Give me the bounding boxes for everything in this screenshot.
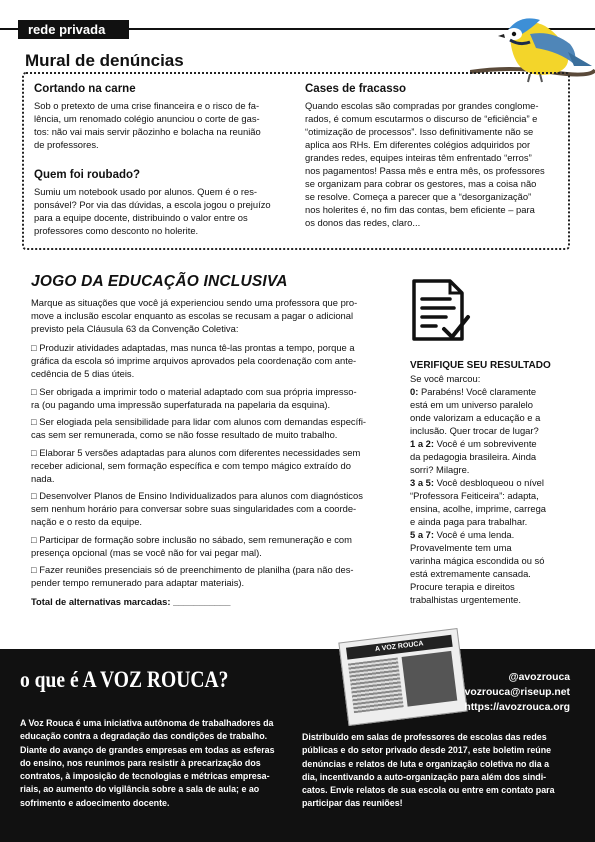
cortando-line: de professores.: [34, 139, 99, 150]
footer-distribution-line: denúncias e relatos de luta e organização coletiva no dia a: [302, 758, 550, 769]
game-item-line: cas sem ser remunerada, como se não fosse resultado de muito trabalho.: [31, 429, 338, 440]
game-item-line: □ Produzir atividades adaptadas, mas nunca tê-las prontas a tempo, porque a: [31, 342, 355, 353]
fracasso-line: Quando escolas são compradas por grandes conglome-: [305, 100, 539, 111]
results-title: VERIFIQUE SEU RESULTADO: [410, 360, 551, 371]
result-range: 5 a 7:: [410, 529, 434, 540]
footer-about-line: riais, ao aumento do vigilância sobre a sala de aula; e ao: [20, 784, 260, 795]
fracasso-line: se organizam para cobrar os gestores, mas a coisa não: [305, 178, 537, 189]
game-item-line: nada.: [31, 472, 55, 484]
footer-about-line: contratos, à imposição de tecnologias e métricas empresa-: [20, 771, 270, 782]
fracasso-title: Cases de fracasso: [305, 83, 407, 95]
roubado-section: [34, 169, 296, 237]
result-line: trabalhistas urgentemente.: [410, 594, 522, 605]
game-item[interactable]: [31, 489, 396, 528]
checklist-document-icon: [410, 277, 472, 343]
game-title: JOGO DA EDUCAÇÃO INCLUSIVA: [31, 273, 288, 290]
result-line: da pedagogia brasileira. Ainda: [410, 451, 537, 462]
game-item-line: □ Fazer reuniões presenciais só de preenchimento de planilha (para não des-: [31, 564, 354, 575]
game-item-line: gráfica da escola só imprime arquivos aprovados pela coordenação com ante-: [31, 355, 357, 366]
game-body: [31, 296, 396, 608]
instagram-link[interactable]: @avozrouca: [508, 672, 570, 683]
footer-about-line: educação contra a degradação das condições de trabalho.: [20, 731, 268, 742]
footer-about: [20, 717, 290, 810]
footer-about-line: Diante do avanço de grandes empresas em todas as esferas: [20, 744, 275, 755]
fracasso-line: nos holerites é, no fim das contas, bem eficiente – para: [305, 204, 535, 215]
roubado-line: professores como desconto no holerite.: [34, 225, 199, 236]
game-item-line: nação e o resto da equipe.: [31, 516, 143, 527]
roubado-line: Sumiu um notebook usado por alunos. Quem é o res-: [34, 186, 258, 197]
total-label[interactable]: Total de alternativas marcadas: ___________: [31, 596, 231, 607]
roubado-line: ponsável? Por via das dúvidas, a escola jogou o prejuízo: [34, 199, 271, 210]
result-line: Você desbloqueou o nível: [433, 477, 544, 488]
fracasso-line: se resolve. Começa a parecer que a “desorganização”: [305, 191, 532, 202]
game-item-line: receber adicional, sem formação específica e com tempo mágico extraído do: [31, 459, 351, 471]
footer-about-line: do ensino, nos reunimos para resistir à precarização dos: [20, 757, 261, 768]
contacts: [440, 670, 570, 715]
mural-title: Mural de denúncias: [25, 51, 184, 70]
website-link[interactable]: https://avozrouca.org: [464, 702, 570, 713]
footer-distribution-line: catos. Envie relatos de sua escola ou entre em contato para: [302, 785, 555, 796]
game-item[interactable]: [31, 533, 396, 559]
result-line: Procure terapia e direitos: [410, 581, 515, 592]
fracasso-line: grandes redes, equipes inteiras têm enfrentado “erros”: [305, 152, 532, 163]
cortando-line: tos: não vai mais servir pãozinho e bolacha na reunião: [34, 126, 261, 137]
fracasso-line: “otimização de processos”. Isso definitivamente não se: [305, 126, 534, 137]
newspaper-masthead: A VOZ ROUCA: [346, 635, 453, 660]
result-line: está extremamente cansada.: [410, 568, 531, 579]
result-line: Parabéns! Você claramente: [418, 386, 537, 397]
result-line: ensina, acolhe, imprime, carrega: [410, 503, 547, 514]
footer-about-line: sofrimento e adoecimento docente.: [20, 797, 170, 808]
game-item-line: □ Ser obrigada a imprimir todo o material adaptado com sua própria impresso-: [31, 385, 357, 397]
fracasso-line: rados, é comum escutarmos o discurso de “eficiência” e: [305, 113, 538, 124]
footer-distribution-line: dia, incentivando a auto-organização para além dos sindi-: [302, 771, 547, 782]
footer-distribution: [302, 731, 577, 811]
game-item-line: □ Ser elogiada pela sensibilidade para lidar com alunos com demandas específi-: [31, 416, 367, 427]
cortando-title: Cortando na carne: [34, 83, 136, 95]
footer-distribution-line: participar das reuniões!: [302, 798, 403, 809]
fracasso-line: aplica aos RHs. Em diferentes colégios adquiridos por: [305, 139, 531, 150]
game-item[interactable]: [31, 341, 396, 380]
result-line: Você é um sobrevivente: [433, 438, 537, 449]
roubado-title: Quem foi roubado?: [34, 169, 141, 181]
game-intro-line: move a inclusão escolar enquanto as escolas se recusam a pagar o adicional: [31, 310, 354, 321]
footer-title: o que é A VOZ ROUCA?: [20, 667, 229, 692]
game-item-line: pender tempo remunerado para adaptar materiais).: [31, 577, 245, 588]
game-item-line: □ Participar de formação sobre inclusão no sábado, sem remuneração e com: [31, 533, 352, 545]
cortando-section: [34, 83, 296, 151]
result-line: “Professora Feiticeira”: adapta,: [410, 490, 539, 501]
game-item[interactable]: [31, 415, 396, 441]
game-item[interactable]: [31, 563, 396, 589]
game-intro-line: previsto pela Cláusula 63 da Convenção Coletiva:: [31, 323, 239, 334]
game-item-line: □ Elaborar 5 versões adaptadas para alunos com diferentes necessidades sem: [31, 446, 361, 458]
result-range: 3 a 5:: [410, 477, 434, 488]
result-line: Você é uma lenda.: [433, 529, 515, 540]
result-range: 1 a 2:: [410, 438, 434, 449]
result-line: onde valorizam a educação e a: [410, 412, 541, 423]
game-item-line: □ Desenvolver Planos de Ensino Individualizados para alunos com diagnósticos: [31, 490, 363, 501]
footer-distribution-line: públicas e do setor privado desde 2017, este boletim reúne: [302, 745, 552, 756]
result-line: inclusão. Quer trocar de lugar?: [410, 425, 539, 436]
fracasso-line: nos pagamentos! Passa mês e entra mês, os professores: [305, 165, 545, 176]
results-panel: [410, 359, 580, 606]
section-tab: rede privada: [18, 20, 129, 39]
cortando-line: Sob o pretexto de uma crise financeira e o risco de fa-: [34, 100, 260, 111]
fracasso-line: os donos das redes, claro...: [305, 217, 421, 228]
footer-distribution-line: Distribuído em salas de professores de escolas das redes: [302, 732, 547, 742]
cortando-line: lência, um renomado colégio anunciou o corte de gas-: [34, 113, 260, 124]
game-intro-line: Marque as situações que você já experienciou sendo uma professora que pro-: [31, 297, 358, 308]
game-item-line: presença opcional (mas se você não for vai pegar mal).: [31, 546, 262, 558]
game-item[interactable]: [31, 385, 396, 411]
result-line: varinha mágica escondida ou só: [410, 555, 545, 566]
result-line: Provavelmente tem uma: [410, 542, 512, 553]
result-line: sorri? Milagre.: [410, 464, 470, 475]
game-item[interactable]: [31, 446, 396, 485]
game-item-line: cedência de 5 dias úteis.: [31, 368, 135, 379]
result-range: 0:: [410, 386, 419, 397]
email-link[interactable]: vozrouca@riseup.net: [464, 687, 570, 698]
roubado-line: para a equipe docente, distribuindo o valor entre os: [34, 212, 248, 223]
result-line: e ainda paga para trabalhar.: [410, 516, 528, 527]
newspaper-column: [348, 658, 404, 714]
results-intro: Se você marcou:: [410, 373, 481, 384]
footer-about-line: A Voz Rouca é uma iniciativa autônoma de trabalhadores da: [20, 718, 274, 728]
game-item-line: ra (ou pagando uma impressão superfaturada na papelaria da esquina).: [31, 398, 331, 410]
result-line: está em um universo paralelo: [410, 399, 533, 410]
game-item-line: sem nenhum horário para conversar sobre suas singularidades com a coorde-: [31, 503, 357, 514]
fracasso-section: [305, 83, 565, 229]
